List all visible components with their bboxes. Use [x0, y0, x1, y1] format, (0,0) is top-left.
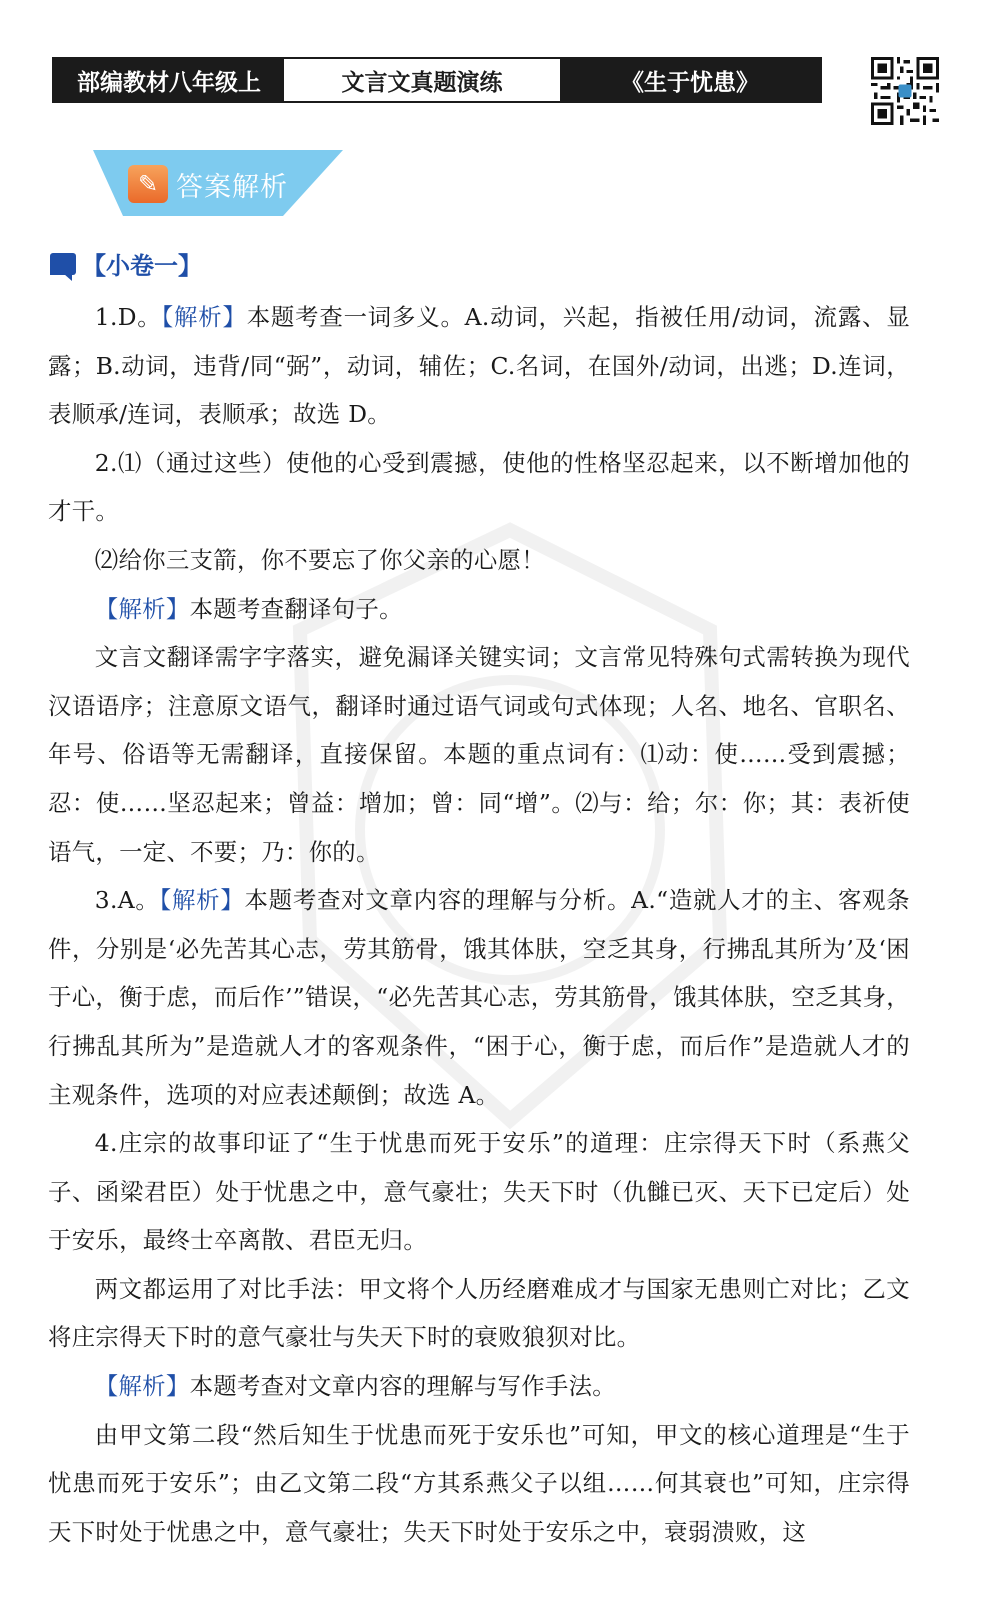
answer-4-analysis-text: 本题考查对文章内容的理解与写作手法。: [189, 1372, 616, 1401]
answer-2-analysis: [48, 585, 910, 634]
answer-4-analysis: [48, 1362, 910, 1411]
header-title-label: 《生于忧患》: [560, 59, 820, 101]
answer-2-explanation: 文言文翻译需字字落实，避免漏译关键实词；文言常见特殊句式需转换为现代汉语语序；注意原文语气，翻译时通过语气词或句式体现；人名、地名、官职名、年号、俗语等无需翻译，直接保留。本题的重点词有：⑴动：使……受到震撼；忍：使……坚忍起来；曾益：增加；曾：同“增”。⑵与：给；尔：你；其：表祈使语气，一定、不要；乃：你的。: [48, 643, 910, 866]
answer-4-part-2: 两文都运用了对比手法：甲文将个人历经磨难成才与国家无患则亡对比；乙文将庄宗得天下时的意气豪壮与失天下时的衰败狼狈对比。: [48, 1274, 910, 1352]
answer-3: [48, 876, 910, 1119]
answer-4-explanation: 由甲文第二段“然后知生于忧患而死于安乐也”可知，甲文的核心道理是“生于忧患而死于安乐”；由乙文第二段“方其系燕父子以组……何其衰也”可知，庄宗得天下时处于忧患之中，意气豪壮；失天下时处于安乐之中，衰弱溃败，这: [48, 1420, 910, 1546]
speech-bubble-icon: [50, 253, 76, 275]
analysis-tag: 【解析】: [159, 886, 245, 915]
answer-1: [48, 293, 910, 439]
header-topic-label: 文言文真题演练: [284, 59, 560, 101]
qr-code-icon: [871, 57, 939, 125]
answer-2-part-1: 2.⑴（通过这些）使他的心受到震撼，使他的性格坚忍起来，以不断增加他的才干。: [48, 448, 910, 526]
answer-3-number: 3.A。: [94, 886, 160, 915]
answer-3-text: 本题考查对文章内容的理解与分析。A.“造就人才的主、客观条件，分别是‘必先苦其心志，劳其筋骨，饿其体肤，空乏其身，行拂乱其所为’及‘困于心，衡于虑，而后作’”错误，“必先苦其心志，劳其筋骨，饿其体肤，空乏其身，行拂乱其所为”是造就人才的客观条件，“困于心，衡于虑，而后作”是造就人才的主观条件，选项的对应表述颠倒；故选 A。: [48, 886, 910, 1109]
answer-banner: [128, 162, 308, 206]
analysis-tag: 【解析】: [161, 303, 247, 331]
banner-title: 答案解析: [176, 171, 288, 203]
answer-1-text: 本题考查一词多义。A.动词，兴起，指被任用/动词，流露、显露；B.动词，违背/同“弼”，动词，辅佐；C.名词，在国外/动词，出逃；D.连词，表顺承/连词，表顺承；故选 D。: [48, 303, 911, 429]
answer-2-part-2: ⑵给你三支箭，你不要忘了你父亲的心愿！: [94, 545, 545, 574]
answer-1-number: 1.D。: [94, 303, 162, 331]
section-heading: [50, 246, 202, 281]
analysis-tag: 【解析】: [94, 1372, 190, 1401]
answer-2-analysis-text: 本题考查翻译句子。: [189, 594, 403, 623]
analysis-tag: 【解析】: [94, 594, 190, 623]
answer-content: [48, 293, 910, 1556]
section-title: 【小卷一】: [82, 252, 202, 280]
header-bar: [52, 57, 822, 103]
header-grade-label: 部编教材八年级上: [54, 59, 284, 101]
pencil-icon: ✎: [128, 165, 168, 203]
answer-4-part-1: 4.庄宗的故事印证了“生于忧患而死于安乐”的道理：庄宗得天下时（系燕父子、函梁君臣）处于忧患之中，意气豪壮；失天下时（仇雠已灭、天下已定后）处于安乐，最终士卒离散、君臣无归。: [48, 1129, 910, 1255]
